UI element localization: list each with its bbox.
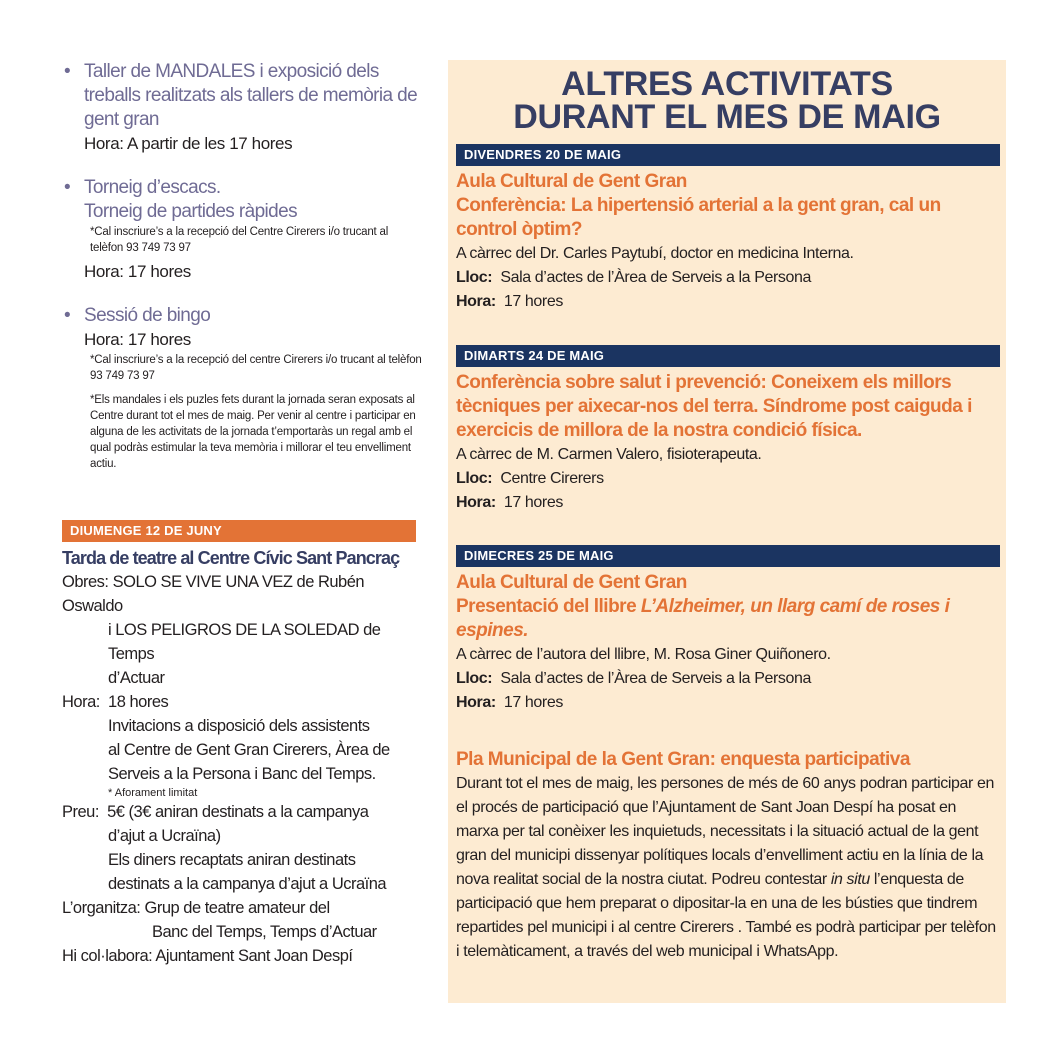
organitza-value: Grup de teatre amateur del <box>144 899 330 917</box>
event-title: Tarda de teatre al Centre Cívic Sant Pancraç <box>62 548 400 568</box>
hora-label: Hora: <box>84 330 124 349</box>
heading-prefix: Presentació del llibre <box>456 596 641 617</box>
date-bar: DIVENDRES 20 DE MAIG <box>456 144 1000 166</box>
hora-value: 17 hores <box>503 293 563 310</box>
speaker-line: A càrrec de M. Carmen Valero, fisioterapeuta. <box>456 446 762 463</box>
hora-line <box>456 491 1000 515</box>
pla-paragraph <box>456 772 1000 964</box>
section-heading: Pla Municipal de la Gent Gran: enquesta participativa <box>456 749 910 770</box>
hora-row <box>62 690 416 714</box>
preu-value: 5€ (3€ aniran destinats a la campanya <box>107 803 369 821</box>
section-heading: Aula Cultural de Gent Gran <box>456 572 687 593</box>
lloc-value: Sala d’actes de l’Àrea de Serveis a la Persona <box>500 269 812 286</box>
invitation-line: Serveis a la Persona i Banc del Temps. <box>108 765 376 783</box>
lloc-line <box>456 467 1000 491</box>
section-heading: Aula Cultural de Gent Gran <box>456 171 687 192</box>
invitation-line: al Centre de Gent Gran Cirerers, Àrea de <box>108 741 390 759</box>
activities-panel <box>448 60 1006 1003</box>
hora-label: Hora: <box>456 494 496 511</box>
panel-title-line: ALTRES ACTIVITATS <box>561 65 893 103</box>
section-heading <box>456 595 1000 643</box>
bullet-icon: • <box>64 305 71 326</box>
bullet-icon: • <box>64 177 71 198</box>
item-title: Torneig d’escacs. <box>84 177 221 198</box>
bullet-icon: • <box>64 61 71 82</box>
june-event <box>62 520 416 968</box>
date-bar: DIMARTS 24 DE MAIG <box>456 345 1000 367</box>
item-hora <box>84 132 422 156</box>
obres-row <box>62 570 416 618</box>
hora-line <box>456 290 1000 314</box>
speaker-line: A càrrec de l’autora del llibre, M. Rosa Giner Quiñonero. <box>456 646 831 663</box>
panel-title-line: DURANT EL MES DE MAIG <box>513 98 941 136</box>
lloc-line <box>456 266 1000 290</box>
item-hora <box>84 260 422 284</box>
hora-value: 17 hores <box>503 694 563 711</box>
hora-label: Hora: <box>62 693 100 711</box>
section-20-maig <box>456 144 1000 314</box>
item-title: Taller de MANDALES i exposició dels treballs realitzats als tallers de memòria de gent gran <box>84 61 418 130</box>
item-subtitle: Torneig de partides ràpides <box>84 201 297 222</box>
organitza-row <box>62 896 416 920</box>
hora-line <box>456 691 1000 715</box>
section-heading: Conferència sobre salut i prevenció: Coneixem els millors tècniques per aixecar-nos del terra. Síndrome post caiguda i exercicis de millora de la nostra condició física. <box>456 372 972 441</box>
lloc-line <box>456 667 1000 691</box>
section-pla-municipal <box>456 746 1000 964</box>
preu-label: Preu: <box>62 803 99 821</box>
hora-value: 17 hores <box>127 262 191 281</box>
colabora-label: Hi col·labora: <box>62 947 153 965</box>
hora-label: Hora: <box>84 262 124 281</box>
obres-line: i LOS PELIGROS DE LA SOLEDAD de Temps <box>108 621 381 663</box>
item-title: Sessió de bingo <box>84 305 211 326</box>
item-hora <box>84 328 422 352</box>
pla-text: Durant tot el mes de maig, les persones de més de 60 anys podran participar en el procés de participació que l’Ajuntament de Sant Joan Despí ha posat en marxa per tal conèixer les inquietuds, necessitats i la situació actual de la gent gran del municipi dissenyar polítiques locals d’envelliment actiu en la línia de la nova realitat social de la nostra ciutat. Podreu contestar <box>456 775 995 888</box>
preu-line: d’ajut a Ucraïna) <box>108 827 221 845</box>
colabora-value: Ajuntament Sant Joan Despí <box>155 947 353 965</box>
lloc-value: Sala d’actes de l’Àrea de Serveis a la Persona <box>500 670 812 687</box>
speaker-line: A càrrec del Dr. Carles Paytubí, doctor en medicina Interna. <box>456 245 854 262</box>
lloc-label: Lloc: <box>456 670 493 687</box>
book-title: L’Alzheimer, un llarg camí de roses i espines. <box>456 596 950 641</box>
date-bar: DIMECRES 25 DE MAIG <box>456 545 1000 567</box>
list-item <box>62 60 422 156</box>
aforament-note: * Aforament limitat <box>108 787 198 799</box>
list-item <box>62 304 422 384</box>
footnote: *Els mandales i els puzles fets durant la jornada seran exposats al Centre durant tot el mes de maig. Per venir al centre i participar en alguna de les activitats de la jornada t’emportaràs un regal amb el qual podràs estimular la teva memòria i millorar el teu envelliment actiu. <box>90 394 416 470</box>
section-heading: Conferència: La hipertensió arterial a la gent gran, cal un control òptim? <box>456 195 941 240</box>
obres-line: d’Actuar <box>108 669 165 687</box>
left-column <box>62 60 422 472</box>
invitation-line: Invitacions a disposició dels assistents <box>108 717 370 735</box>
hora-label: Hora: <box>456 293 496 310</box>
hora-label: Hora: <box>84 134 124 153</box>
colabora-row <box>62 944 416 968</box>
obres-label: Obres: <box>62 573 109 591</box>
preu-line: Els diners recaptats aniran destinats <box>108 851 356 869</box>
preu-row <box>62 800 416 824</box>
item-note: *Cal inscriure’s a la recepció del Centre Cirerers i/o trucant al telèfon 93 749 73 97 <box>90 226 389 254</box>
section-25-maig <box>456 545 1000 715</box>
section-24-maig <box>456 345 1000 515</box>
hora-label: Hora: <box>456 694 496 711</box>
hora-value: A partir de les 17 hores <box>126 134 293 153</box>
hora-value: 17 hores <box>503 494 563 511</box>
hora-value: 17 hores <box>127 330 191 349</box>
date-bar: DIUMENGE 12 DE JUNY <box>62 520 416 542</box>
lloc-label: Lloc: <box>456 269 493 286</box>
lloc-value: Centre Cirerers <box>500 470 604 487</box>
in-situ-text: in situ <box>830 871 870 888</box>
organitza-line: Banc del Temps, Temps d’Actuar <box>152 923 377 941</box>
panel-title <box>448 65 1006 136</box>
organitza-label: L’organitza: <box>62 899 141 917</box>
hora-value: 18 hores <box>108 693 169 711</box>
item-note: *Cal inscriure’s a la recepció del centre Cirerers i/o trucant al telèfon 93 749 73 97 <box>90 354 422 382</box>
list-item <box>62 176 422 284</box>
obres-value: SOLO SE VIVE UNA VEZ de Rubén Oswaldo <box>62 573 365 615</box>
preu-line: destinats a la campanya d’ajut a Ucraïna <box>108 875 387 893</box>
lloc-label: Lloc: <box>456 470 493 487</box>
pla-text: l’enquesta de participació que hem preparat o dipositar-la en una de les bústies que tindrem repartides pel municipi i al centre Cirerers . També es podrà participar per telèfon i telemàticament, a través del web municipal i WhatsApp. <box>456 871 996 960</box>
